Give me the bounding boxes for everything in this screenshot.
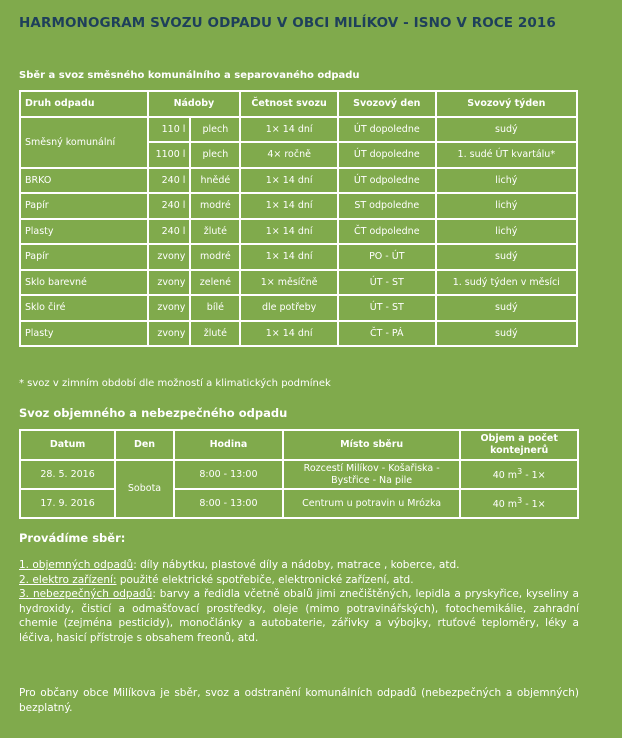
column-header: Četnost svozu: [240, 91, 338, 117]
collection-day-cell: ÚT - ST: [338, 270, 436, 296]
container-volume-cell: 240 l: [148, 219, 191, 245]
frequency-cell: 4× ročně: [240, 142, 338, 168]
collection-day-cell: ÚT dopoledne: [338, 117, 436, 143]
collection-week-cell: lichý: [436, 193, 577, 219]
time-cell: 8:00 - 13:00: [174, 489, 283, 518]
collection-day-cell: ÚT odpoledne: [338, 168, 436, 194]
waste-type-cell: Papír: [20, 244, 148, 270]
container-type-cell: modré: [190, 244, 240, 270]
table-row: [20, 168, 577, 194]
waste-type-cell: Plasty: [20, 321, 148, 347]
collection-week-cell: 1. sudý týden v měsíci: [436, 270, 577, 296]
list-item: 1. objemných odpadů: díly nábytku, plastové díly a nádoby, matrace , koberce, atd.: [19, 559, 460, 571]
frequency-cell: dle potřeby: [240, 295, 338, 321]
column-header: Místo sběru: [283, 430, 460, 460]
bulky-waste-table: [19, 429, 579, 519]
column-header: Svozový týden: [436, 91, 577, 117]
collection-day-cell: ÚT - ST: [338, 295, 436, 321]
closing-paragraph: Pro občany obce Milíkova je sběr, svoz a odstranění komunálních odpadů (nebezpečných a objemných) bezplatný.: [19, 687, 579, 714]
column-header: Nádoby: [148, 91, 241, 117]
container-volume-cell: zvony: [148, 295, 191, 321]
waste-type-cell: BRKO: [20, 168, 148, 194]
container-type-cell: modré: [190, 193, 240, 219]
column-header: Objem a počet kontejnerů: [460, 430, 578, 460]
column-header: Druh odpadu: [20, 91, 148, 117]
date-cell: 28. 5. 2016: [20, 460, 115, 489]
collection-week-cell: lichý: [436, 219, 577, 245]
frequency-cell: 1× 14 dní: [240, 321, 338, 347]
location-cell: Rozcestí Milíkov - Košařiska - Bystřice - Na pile: [283, 460, 460, 489]
collection-week-cell: sudý: [436, 321, 577, 347]
frequency-cell: 1× 14 dní: [240, 117, 338, 143]
table-header-row: [20, 430, 578, 460]
section3-heading: Provádíme sběr:: [19, 531, 126, 545]
collection-week-cell: lichý: [436, 168, 577, 194]
day-cell: Sobota: [115, 460, 174, 518]
collection-day-cell: ČT odpoledne: [338, 219, 436, 245]
collection-day-cell: PO - ÚT: [338, 244, 436, 270]
date-cell: 17. 9. 2016: [20, 489, 115, 518]
frequency-cell: 1× 14 dní: [240, 219, 338, 245]
column-header: Svozový den: [338, 91, 436, 117]
footnote: * svoz v zimním období dle možností a klimatických podmínek: [19, 378, 331, 389]
table-row: [20, 117, 577, 143]
section1-heading: Sběr a svoz směsného komunálního a separovaného odpadu: [19, 70, 360, 81]
container-type-cell: bílé: [190, 295, 240, 321]
column-header: Datum: [20, 430, 115, 460]
waste-type-cell: Sklo čiré: [20, 295, 148, 321]
table-row: [20, 270, 577, 296]
collection-week-cell: sudý: [436, 117, 577, 143]
container-volume-cell: 240 l: [148, 193, 191, 219]
container-volume-cell: 110 l: [148, 117, 191, 143]
table-row: [20, 321, 577, 347]
table-header-row: [20, 91, 577, 117]
container-type-cell: hnědé: [190, 168, 240, 194]
collection-day-cell: ST odpoledne: [338, 193, 436, 219]
container-volume-cell: 240 l: [148, 168, 191, 194]
collection-week-cell: sudý: [436, 295, 577, 321]
waste-type-cell: Směsný komunální: [20, 117, 148, 168]
container-type-cell: zelené: [190, 270, 240, 296]
frequency-cell: 1× 14 dní: [240, 193, 338, 219]
waste-type-cell: Sklo barevné: [20, 270, 148, 296]
page-title: HARMONOGRAM SVOZU ODPADU V OBCI MILÍKOV - ISNO V ROCE 2016: [19, 15, 556, 31]
container-type-cell: žluté: [190, 321, 240, 347]
table-row: [20, 244, 577, 270]
table-row: [20, 193, 577, 219]
container-volume-cell: zvony: [148, 321, 191, 347]
container-type-cell: plech: [190, 142, 240, 168]
table-row: [20, 460, 578, 489]
collection-list: [19, 558, 579, 646]
container-type-cell: plech: [190, 117, 240, 143]
table-row: [20, 295, 577, 321]
location-cell: Centrum u potravin u Mrózka: [283, 489, 460, 518]
frequency-cell: 1× 14 dní: [240, 168, 338, 194]
container-volume-cell: 1100 l: [148, 142, 191, 168]
volume-cell: 40 $m^3 - 1\times$: [460, 460, 578, 489]
waste-type-cell: Papír: [20, 193, 148, 219]
time-cell: 8:00 - 13:00: [174, 460, 283, 489]
column-header: Hodina: [174, 430, 283, 460]
waste-type-cell: Plasty: [20, 219, 148, 245]
list-item: 2. elektro zařízení: použité elektrické spotřebiče, elektronické zařízení, atd.: [19, 573, 414, 586]
column-header: Den: [115, 430, 174, 460]
table-row: [20, 489, 578, 518]
table-row: [20, 219, 577, 245]
collection-week-cell: 1. sudé ÚT kvartálu*: [436, 142, 577, 168]
collection-day-cell: ČT - PÁ: [338, 321, 436, 347]
container-volume-cell: zvony: [148, 270, 191, 296]
volume-cell: 40 $m^3 - 1\times$: [460, 489, 578, 518]
container-volume-cell: zvony: [148, 244, 191, 270]
frequency-cell: 1× 14 dní: [240, 244, 338, 270]
list-item: 3. nebezpečných odpadů: barvy a ředidla včetně obalů jimi znečištěných, lepidla a pryskyřice, kyseliny a hydroxidy, čisticí a odmašťovací prostředky, oleje (mimo potravinářských), fotochemikálie, zahradní chemie (zejména pesticidy), monočlánky a autobaterie, zářivky a výbojky, rtuťové teploměry, léky a léčiva, hasicí přístroje s obsahem freonů, atd.: [19, 588, 579, 644]
frequency-cell: 1× měsíčně: [240, 270, 338, 296]
collection-week-cell: sudý: [436, 244, 577, 270]
section2-heading: Svoz objemného a nebezpečného odpadu: [19, 406, 288, 420]
collection-schedule-table: [19, 90, 578, 347]
collection-day-cell: ÚT dopoledne: [338, 142, 436, 168]
container-type-cell: žluté: [190, 219, 240, 245]
